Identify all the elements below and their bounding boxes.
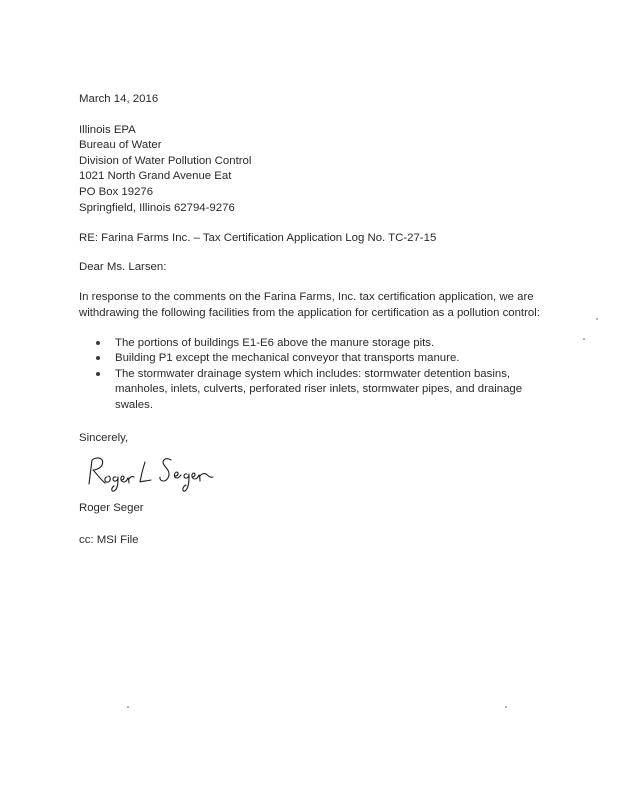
letter-date: March 14, 2016 [79, 93, 159, 105]
closing: Sincerely, [79, 431, 129, 444]
scan-speck [583, 338, 585, 340]
address-line: Illinois EPA [79, 123, 136, 136]
scan-speck [596, 318, 598, 320]
bullet-icon [96, 372, 100, 376]
subject-line: RE: Farina Farms Inc. – Tax Certification Application Log No. TC-27-15 [79, 232, 437, 245]
signer-name: Roger Seger [79, 501, 144, 514]
scan-speck [127, 706, 129, 708]
facility-list [79, 336, 549, 414]
letter-body [79, 92, 549, 549]
list-item-text: The stormwater drainage system which includes: stormwater detention basins, manholes, inlets, culverts, perforated riser inlets, stormwater pipes, and drainage swales. [115, 367, 523, 411]
bullet-icon [96, 341, 100, 345]
address-line: Springfield, Illinois 62794-9276 [79, 201, 235, 214]
scan-speck [505, 706, 507, 708]
body-paragraph: In response to the comments on the Farina Farms, Inc. tax certification application, we are withdrawing the following facilities from the application for certification as a pollution control: [79, 291, 540, 319]
address-line: PO Box 19276 [79, 185, 154, 198]
handwritten-signature [83, 450, 223, 494]
list-item [79, 336, 549, 352]
list-item-text: Building P1 except the mechanical conveyor that transports manure. [115, 352, 460, 365]
salutation: Dear Ms. Larsen: [79, 260, 167, 273]
address-line: Division of Water Pollution Control [79, 154, 252, 167]
address-line: Bureau of Water [79, 139, 162, 152]
bullet-icon [96, 356, 100, 360]
recipient-address [79, 123, 549, 217]
list-item [79, 367, 549, 414]
cc-line: cc: MSI File [79, 534, 139, 547]
address-line: 1021 North Grand Avenue Eat [79, 170, 232, 183]
list-item-text: The portions of buildings E1-E6 above the manure storage pits. [115, 336, 435, 349]
list-item [79, 351, 549, 367]
